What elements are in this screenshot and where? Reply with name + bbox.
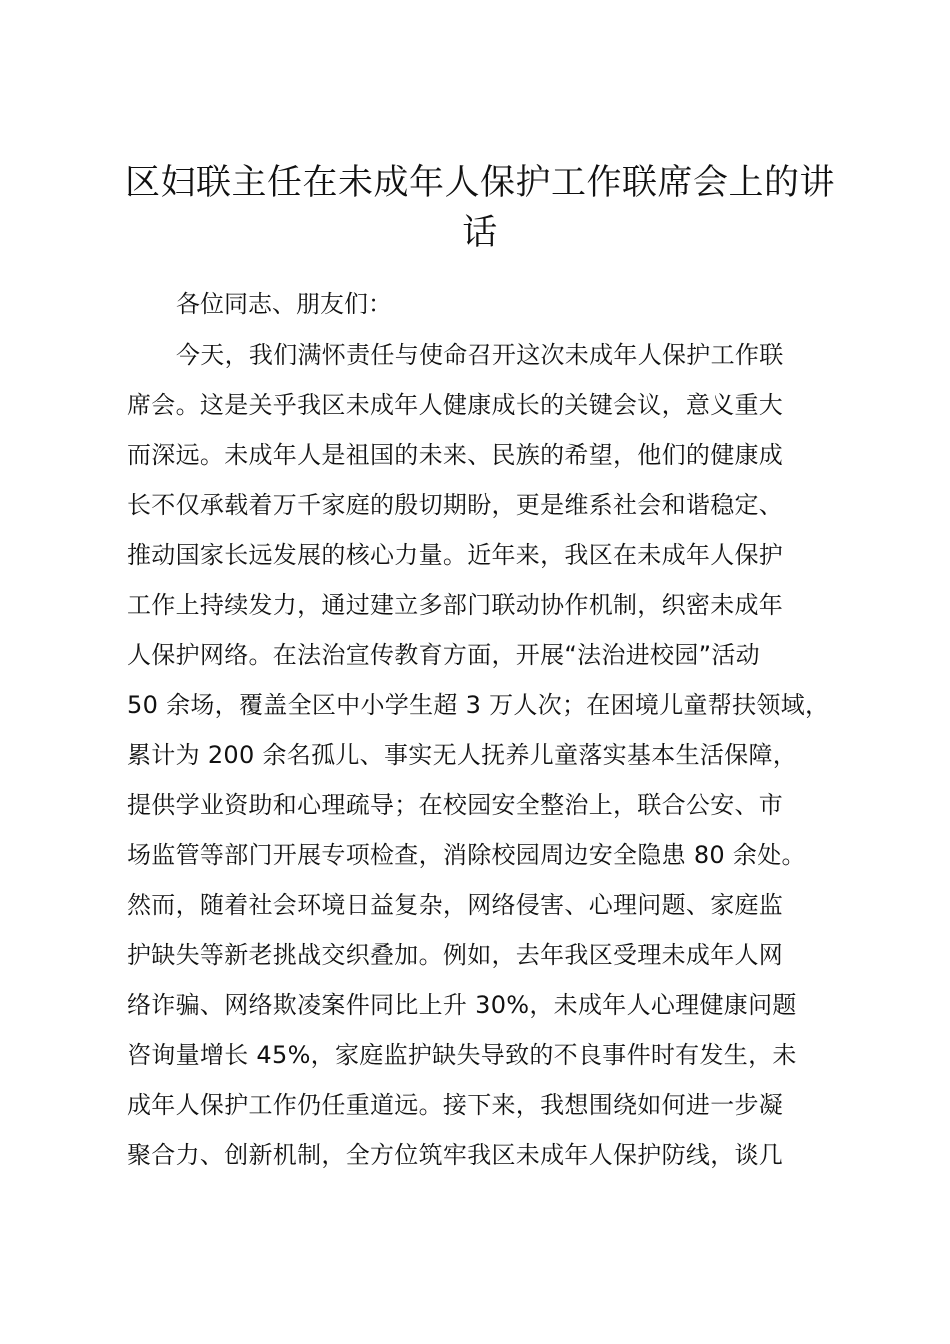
body-text xyxy=(127,330,867,1180)
body-line: 人保护网络。在法治宣传教育方面，开展“法治进校园”活动 xyxy=(127,641,760,669)
title-line: 话 xyxy=(462,213,498,253)
body-line: 而深远。未成年人是祖国的未来、民族的希望，他们的健康成 xyxy=(127,441,784,469)
body-line: 工作上持续发力，通过建立多部门联动协作机制，织密未成年 xyxy=(127,591,784,619)
body-line: 聚合力、创新机制，全方位筑牢我区未成年人保护防线，谈几 xyxy=(127,1141,784,1169)
body-line: 推动国家长远发展的核心力量。近年来，我区在未成年人保护 xyxy=(127,541,784,569)
body-line: 席会。这是关乎我区未成年人健康成长的关键会议，意义重大 xyxy=(127,391,784,419)
body-line: 场监管等部门开展专项检查，消除校园周边安全隐患 80 余处。 xyxy=(127,841,806,869)
body-line: 成年人保护工作仍任重道远。接下来，我想围绕如何进一步凝 xyxy=(127,1091,784,1119)
body-line: 长不仅承载着万千家庭的殷切期盼，更是维系社会和谐稳定、 xyxy=(127,491,784,519)
document-title xyxy=(110,158,850,258)
body-line: 然而，随着社会环境日益复杂，网络侵害、心理问题、家庭监 xyxy=(127,891,784,919)
title-line: 区妇联主任在未成年人保护工作联席会上的讲 xyxy=(124,163,835,203)
body-line: 护缺失等新老挑战交织叠加。例如，去年我区受理未成年人网 xyxy=(127,941,784,969)
body-line: 提供学业资助和心理疏导；在校园安全整治上，联合公安、市 xyxy=(127,791,784,819)
body-line: 络诈骗、网络欺凌案件同比上升 30%，未成年人心理健康问题 xyxy=(127,991,797,1019)
body-line: 50 余场，覆盖全区中小学生超 3 万人次；在困境儿童帮扶领域， xyxy=(127,691,830,719)
body-line: 累计为 200 余名孤儿、事实无人抚养儿童落实基本生活保障， xyxy=(127,741,798,769)
body-line: 咨询量增长 45%，家庭监护缺失导致的不良事件时有发生，未 xyxy=(127,1041,797,1069)
salutation: 各位同志、朋友们： xyxy=(176,290,392,318)
body-line: 今天，我们满怀责任与使命召开这次未成年人保护工作联 xyxy=(176,341,784,369)
